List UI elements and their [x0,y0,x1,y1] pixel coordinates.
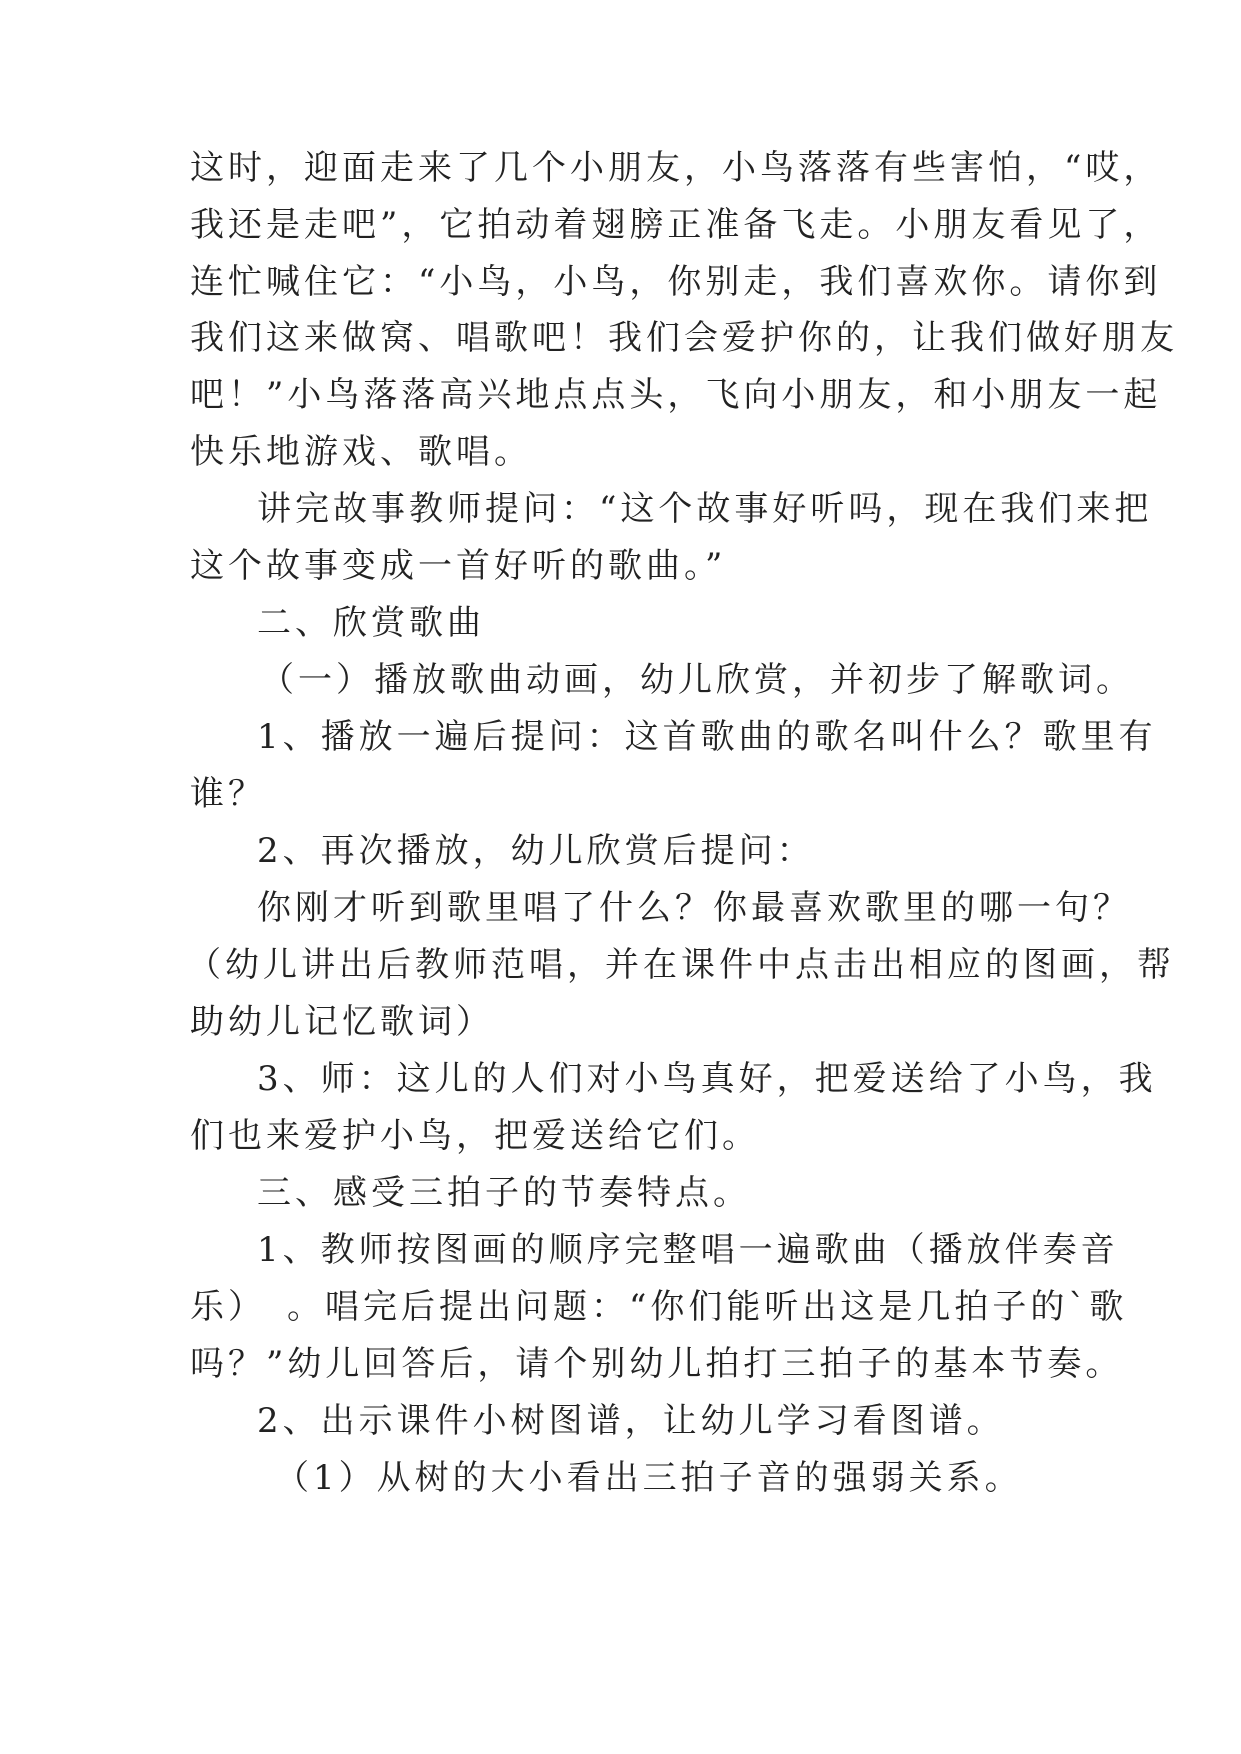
text-line: 助幼儿记忆歌词） [190,1002,494,1042]
text-line: 们也来爱护小鸟，把爱送给它们。 [190,1116,760,1156]
section-heading: 二、欣赏歌曲 [257,603,485,643]
subsection-heading: （一）播放歌曲动画，幼儿欣赏，并初步了解歌词。 [260,660,1134,700]
text-line: 我们这来做窝、唱歌吧！我们会爱护你的，让我们做好朋友 [190,318,1178,358]
text-line: 你刚才听到歌里唱了什么？你最喜欢歌里的哪一句？ [257,888,1131,928]
text-line: （幼儿讲出后教师范唱，并在课件中点击出相应的图画，帮 [187,945,1175,985]
text-line: （1）从树的大小看出三拍子音的强弱关系。 [275,1458,1023,1498]
text-line: 我还是走吧”，它拍动着翅膀正准备飞走。小朋友看见了， [190,205,1162,245]
text-line: 这个故事变成一首好听的歌曲。” [190,546,727,586]
text-line: 连忙喊住它：“小鸟，小鸟，你别走，我们喜欢你。请你到 [190,262,1162,302]
text-line: 讲完故事教师提问：“这个故事好听吗，现在我们来把 [257,489,1153,529]
text-line: 2、出示课件小树图谱，让幼儿学习看图谱。 [257,1401,1005,1441]
text-line: 快乐地游戏、歌唱。 [190,432,532,472]
text-line: 乐） 。唱完后提出问题：“你们能听出这是几拍子的`歌 [190,1287,1128,1327]
text-line: 吗？”幼儿回答后，请个别幼儿拍打三拍子的基本节奏。 [190,1344,1124,1384]
text-line: 2、再次播放，幼儿欣赏后提问： [257,831,815,871]
text-line: 谁？ [190,774,266,814]
text-line: 1、教师按图画的顺序完整唱一遍歌曲（播放伴奏音 [257,1230,1119,1270]
text-line: 3、师：这儿的人们对小鸟真好，把爱送给了小鸟，我 [257,1059,1157,1099]
text-line: 这时，迎面走来了几个小朋友，小鸟落落有些害怕，“哎， [190,148,1162,188]
section-heading: 三、感受三拍子的节奏特点。 [257,1173,751,1213]
text-line: 1、播放一遍后提问：这首歌曲的歌名叫什么？歌里有 [257,717,1157,757]
text-line: 吧！”小鸟落落高兴地点点头，飞向小朋友，和小朋友一起 [190,375,1162,415]
